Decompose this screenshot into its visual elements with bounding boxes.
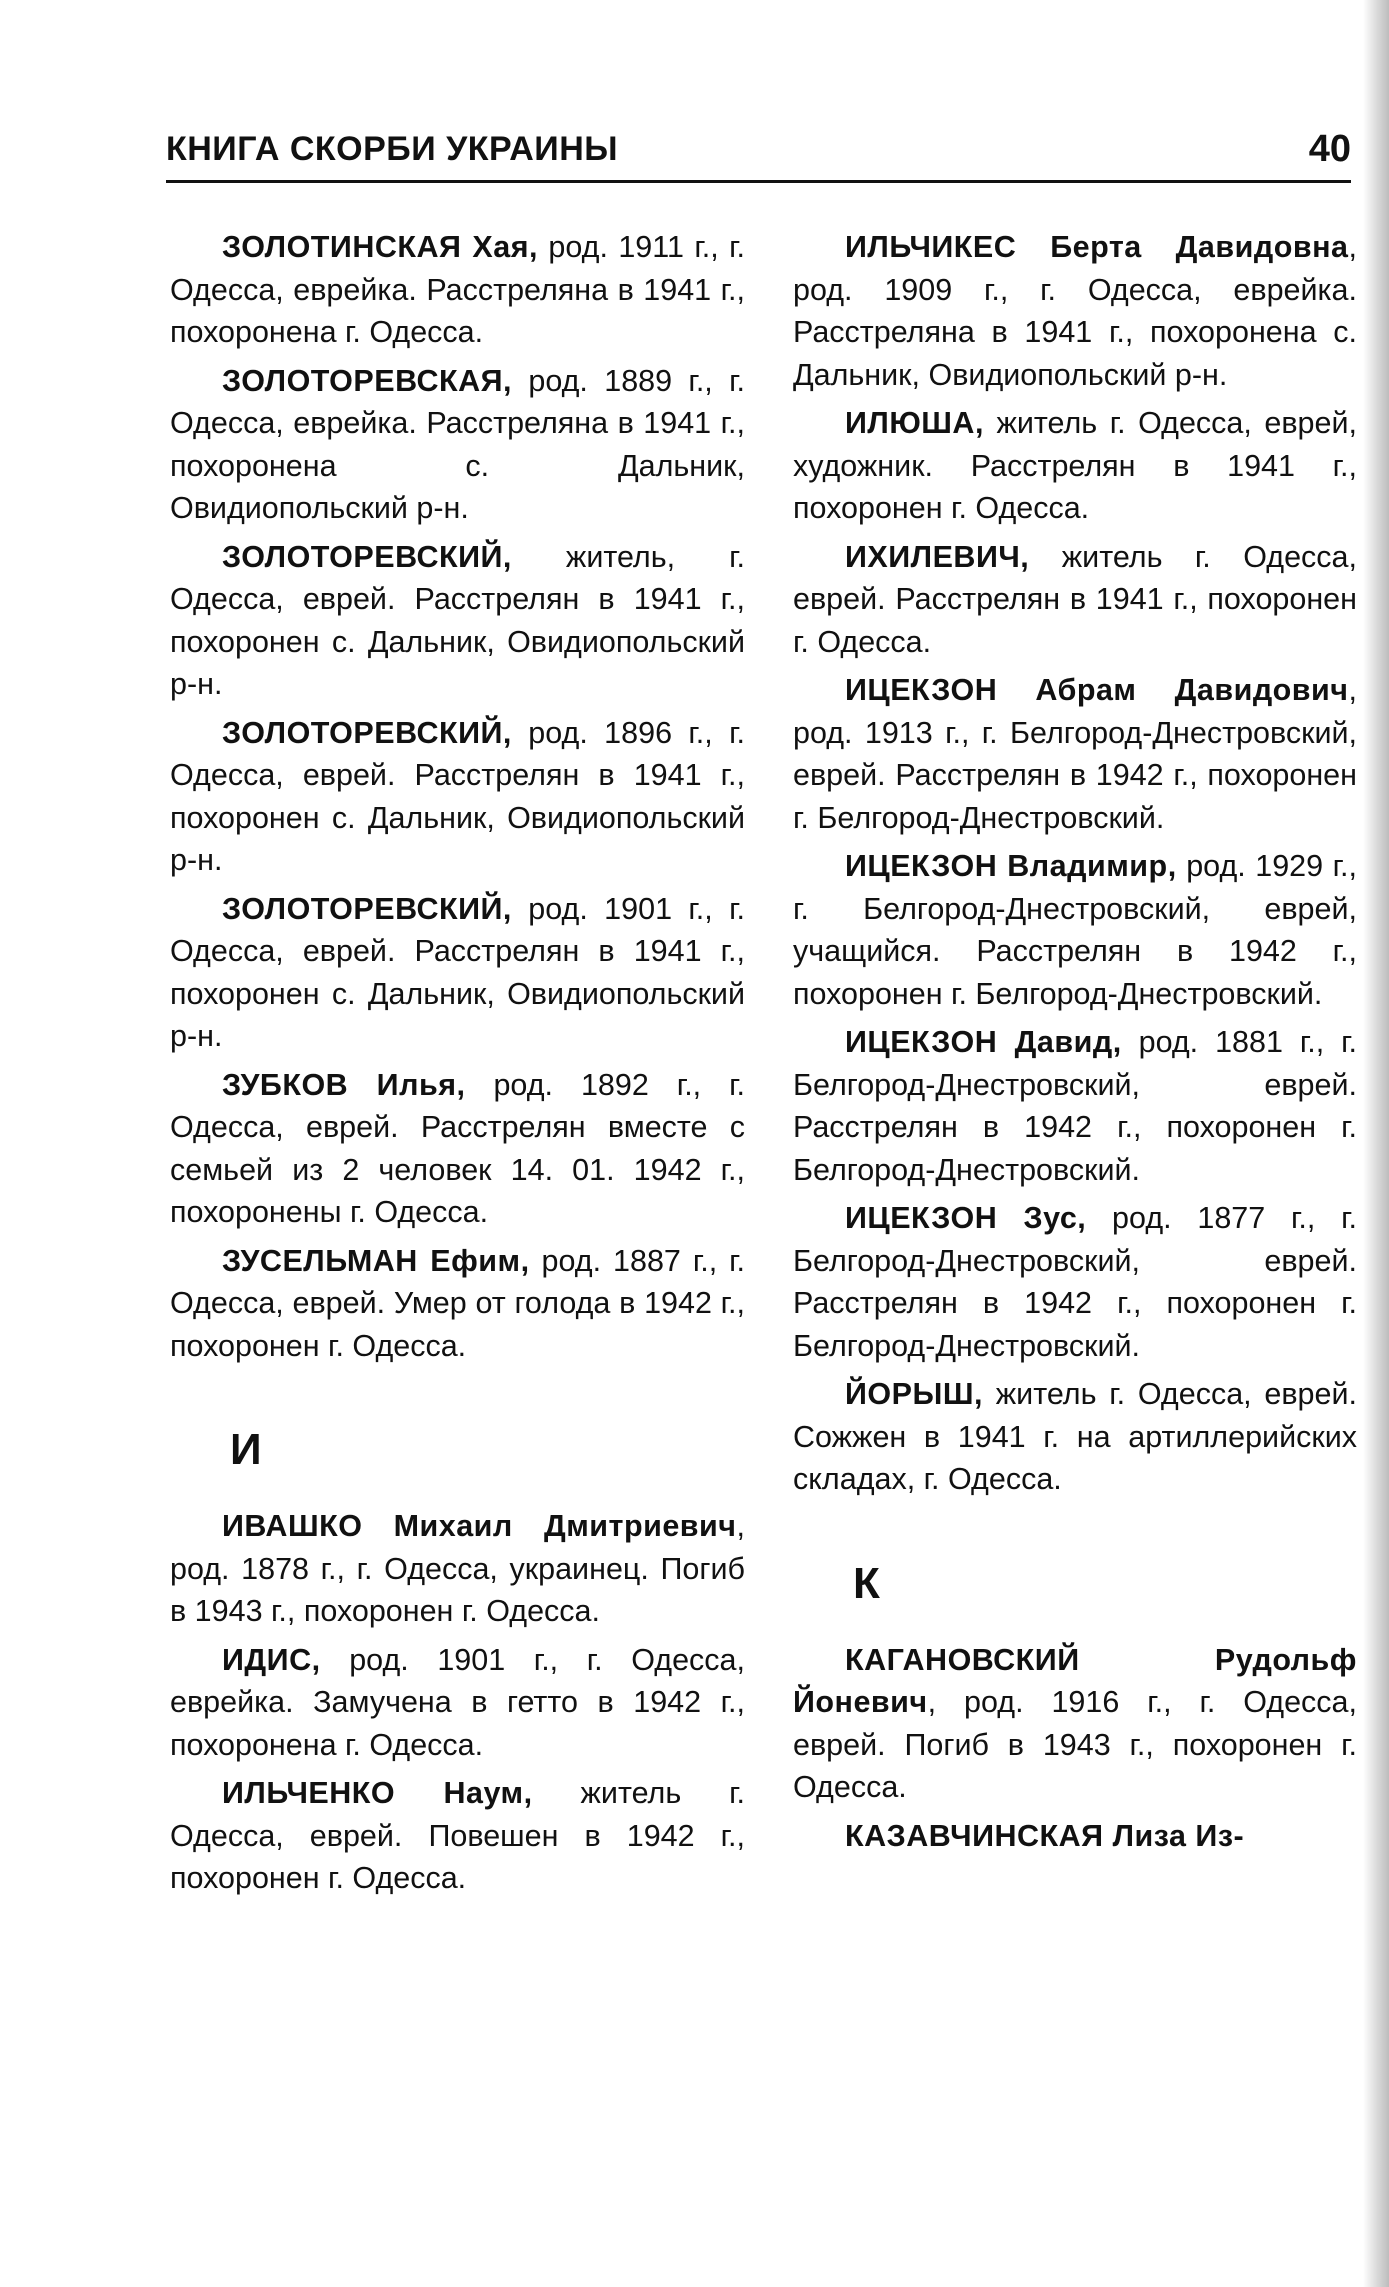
entry-name: ЗОЛОТОРЕВСКИЙ, [222,891,512,926]
entry [170,1240,745,1368]
entry [793,1197,1357,1367]
entry-name: ЗОЛОТОРЕВСКАЯ, [222,363,513,398]
entry-text: род. 1911 г., г. Одесса, еврейка. Расстреляна в 1941 г., похоронена г. Одесса. [170,230,746,349]
entry-name: ИВАШКО Михаил Дмитриевич [222,1509,737,1543]
entry [793,226,1357,396]
entry-name: ЗУСЕЛЬМАН Ефим, [222,1243,530,1278]
entry [170,712,745,882]
entry [170,1064,745,1234]
entry-name: ЙОРЫШ, [845,1377,983,1411]
entry-name: ЗОЛОТОРЕВСКИЙ, [222,539,512,574]
entry-text: род. 1881 г., г. Белгород-Днестровский, еврей. Расстрелян в 1942 г., похоронен г. Белгород-Днестровский. [793,1025,1357,1187]
left-column [170,226,745,1906]
entry-name: ИЛЬЧИКЕС Берта Давидовна [845,230,1349,264]
entry-name: КАЗАВЧИНСКАЯ Лиза Из- [845,1818,1245,1853]
page-edge-shadow [1363,0,1389,2287]
entry-name: ЗУБКОВ Илья, [222,1067,466,1102]
entry-text: род. 1929 г., г. Белгород-Днестровский, еврей, учащийся. Расстрелян в 1942 г., похоронен г. Белгород-Днестровский. [793,849,1357,1011]
entry [170,1505,745,1633]
entry-text: житель г. Одесса, еврей. Повешен в 1942 г., похоронен г. Одесса. [170,1776,745,1895]
entry-name: ИЛЬЧЕНКО Наум, [222,1776,533,1810]
entry-name: ИЦЕКЗОН Владимир, [845,849,1177,883]
entry-name: ЗОЛОТИНСКАЯ Хая, [222,230,538,264]
entry-name: ЗОЛОТОРЕВСКИЙ, [222,715,512,750]
entry-text: , род. 1878 г., г. Одесса, украинец. Погиб в 1943 г., похоронен г. Одесса. [170,1509,745,1628]
running-header [166,128,1351,183]
entry-name: ИДИС, [222,1642,321,1677]
page-number: 40 [1308,128,1351,170]
entry-text: род. 1901 г., г. Одесса, еврей. Расстрелян в 1941 г., похоронен с. Дальник, Овидиопольский р-н. [170,891,745,1053]
entry-name: ИЦЕКЗОН Абрам Давидович [845,673,1349,707]
entry-text: род. 1889 г., г. Одесса, еврейка. Расстреляна в 1941 г., похоронена с. Дальник, Овидиопольский р-н. [170,363,745,525]
entry [793,1373,1357,1501]
entry [793,1815,1357,1858]
entry-name: ИХИЛЕВИЧ, [845,539,1030,574]
right-column [793,226,1357,1863]
entry [793,1639,1357,1809]
entry [170,888,745,1058]
entry [170,536,745,706]
entry-text: род. 1892 г., г. Одесса, еврей. Расстрелян вместе с семьей из 2 человек 14. 01. 1942 г., похоронены г. Одесса. [170,1067,745,1229]
entry-text: житель, г. Одесса, еврей. Расстрелян в 1941 г., похоронен с. Дальник, Овидиопольский р-н. [170,539,745,701]
entry-text: род. 1901 г., г. Одесса, еврейка. Замучена в гетто в 1942 г., похоронена г. Одесса. [170,1642,745,1762]
entry [170,1772,745,1900]
entry-text: , род. 1916 г., г. Одесса, еврей. Погиб в 1943 г., похоронен г. Одесса. [793,1685,1357,1804]
entry-name: ИЦЕКЗОН Давид, [845,1025,1122,1059]
book-title: КНИГА СКОРБИ УКРАИНЫ [166,130,619,168]
entry [170,1639,745,1767]
entry-text: род. 1877 г., г. Белгород-Днестровский, еврей. Расстрелян в 1942 г., похоронен г. Белгород-Днестровский. [793,1201,1358,1363]
entry [793,669,1357,839]
entry-name: КАГАНОВСКИЙ Рудольф Йоневич [793,1642,1357,1719]
entry [170,360,745,530]
entry [793,845,1357,1015]
entry-text: , род. 1909 г., г. Одесса, еврейка. Расстреляна в 1941 г., похоронена с. Дальник, Овидиопольский р-н. [793,230,1357,392]
entry [170,226,745,354]
entry-text: житель г. Одесса, еврей, художник. Расстрелян в 1941 г., похоронен г. Одесса. [793,406,1357,525]
section-letter-k: К [853,1558,880,1608]
entry-text: , род. 1913 г., г. Белгород-Днестровский, еврей. Расстрелян в 1942 г., похоронен г. Белгород-Днестровский. [793,673,1357,835]
section-letter-i: И [230,1425,262,1474]
entry-text: житель г. Одесса, еврей. Сожжен в 1941 г. на артиллерийских складах, г. Одесса. [793,1377,1357,1496]
entry-name: ИЛЮША, [845,406,984,440]
entry [793,402,1357,530]
entry-text: житель г. Одесса, еврей. Расстрелян в 1941 г., похоронен г. Одесса. [793,539,1357,659]
entry-name: ИЦЕКЗОН Зус, [845,1201,1087,1235]
entry [793,1021,1357,1191]
entry [793,536,1357,664]
entry-text: род. 1896 г., г. Одесса, еврей. Расстрелян в 1941 г., похоронен с. Дальник, Овидиопольский р-н. [170,715,745,877]
entry-text: род. 1887 г., г. Одесса, еврей. Умер от голода в 1942 г., похоронен г. Одесса. [170,1243,746,1363]
